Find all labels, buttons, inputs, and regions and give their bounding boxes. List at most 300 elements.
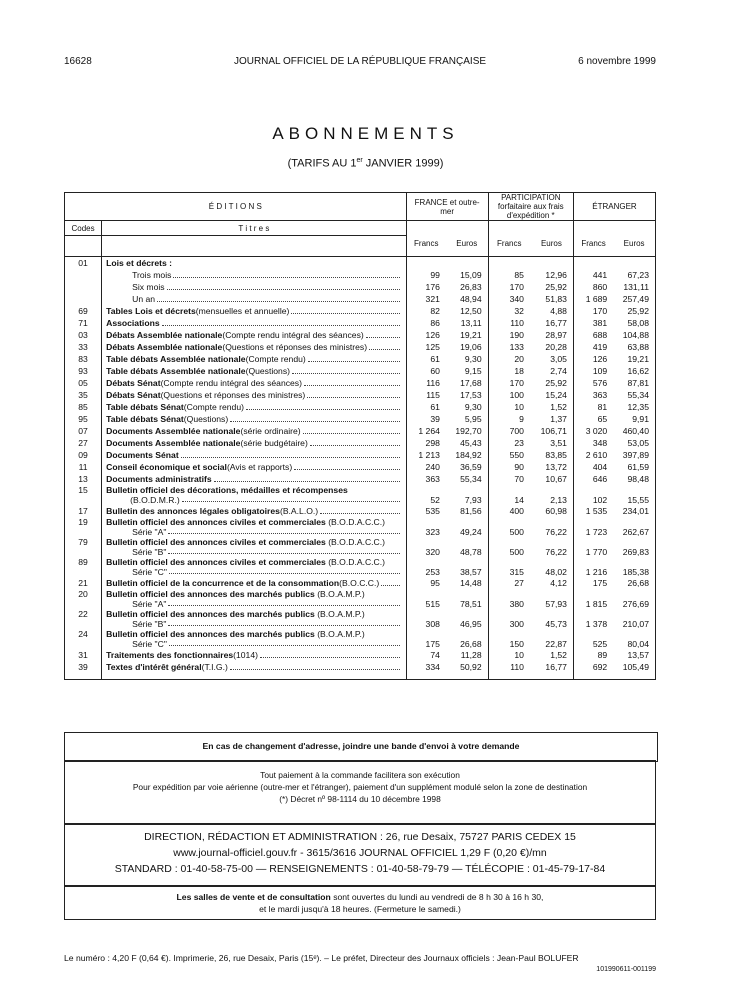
row-title-name: Documents Sénat [106, 449, 179, 460]
france-euros: 184,92 [446, 449, 488, 461]
contact-box [64, 824, 656, 886]
sales-hours-line1: sont ouvertes du lundi au vendredi de 8 h 30 à 16 h 30, [330, 892, 544, 902]
row-title-detail: (Questions et réponses des ministres) [222, 341, 368, 352]
etr-francs: 1 815 [585, 598, 608, 609]
row-title-detail: (B.O.A.M.P.) [314, 628, 365, 639]
france-francs [406, 256, 446, 269]
france-francs: 363 [425, 473, 440, 484]
row-title [102, 537, 407, 557]
row-title-name: Table débats Sénat [106, 413, 184, 424]
table-row [65, 353, 656, 365]
etr-francs: 65 [597, 413, 608, 424]
row-title-name: Traitements des fonctionnaires [106, 649, 234, 660]
table-row [65, 609, 656, 629]
contact-web[interactable]: www.journal-officiel.gouv.fr - 3615/3616 JOURNAL OFFICIEL 1,29 F (0,20 €)/mn [173, 847, 547, 859]
etr-euros: 234,01 [622, 505, 649, 516]
etr-euros [613, 256, 655, 269]
table-row [65, 485, 656, 505]
sales-hours [64, 886, 656, 920]
row-code: 31 [65, 649, 102, 661]
france-francs: 125 [425, 341, 440, 352]
france-francs: 175 [425, 638, 440, 649]
row-title-detail: (B.O.A.M.P.) [314, 588, 365, 599]
row-title [102, 589, 407, 609]
row-title-name: Bulletin officiel des annonces civiles et commerciales [106, 556, 326, 567]
france-euros: 17,68 [446, 377, 488, 389]
row-title-name: Débats Assemblée nationale [106, 329, 223, 340]
row-title-detail: (B.O.C.C.) [339, 577, 380, 588]
row-title [102, 437, 407, 449]
etr-euros: 58,08 [627, 317, 649, 328]
etr-francs: 1 689 [585, 293, 608, 304]
row-title-name: Documents Assemblée nationale [106, 425, 241, 436]
table-row [65, 517, 656, 537]
etr-euros: 67,23 [627, 269, 649, 280]
france-euros: 13,11 [446, 317, 488, 329]
footer-code: 101990611-001199 [596, 966, 656, 973]
france-euros: 46,95 [446, 609, 488, 629]
table-row [65, 401, 656, 413]
table-row [65, 437, 656, 449]
part-euros: 1,37 [530, 413, 574, 425]
part-euros: 4,88 [530, 305, 574, 317]
part-francs: 150 [509, 638, 524, 649]
row-code: 21 [65, 577, 102, 589]
part-francs: 70 [514, 473, 524, 484]
etr-francs: 1 216 [585, 566, 608, 577]
row-title-name: Table débats Assemblée nationale [106, 365, 246, 376]
table-row [65, 629, 656, 649]
part-euros: 1,52 [530, 401, 574, 413]
header-row-1 [65, 193, 656, 221]
row-title-name: Documents administratifs [106, 473, 212, 484]
etr-euros: 257,49 [622, 293, 649, 304]
row-title-name: Bulletin officiel des annonces des marchés publics [106, 588, 315, 599]
france-francs: 320 [425, 546, 440, 557]
table-row [65, 281, 656, 293]
part-euros: 25,92 [530, 281, 574, 293]
euros-header: Euros [623, 238, 645, 248]
france-francs: 82 [430, 305, 440, 316]
etr-euros: 87,81 [627, 377, 649, 388]
part-euros: 25,92 [530, 377, 574, 389]
etr-euros: 61,59 [627, 461, 649, 472]
france-euros: 19,06 [446, 341, 488, 353]
part-euros: 16,77 [530, 317, 574, 329]
part-francs: 500 [509, 526, 524, 537]
editions-header: É D I T I O N S [65, 193, 407, 221]
row-code: 79 [65, 537, 102, 557]
france-euros: 5,95 [446, 413, 488, 425]
etr-euros: 13,57 [627, 649, 649, 660]
france-euros: 11,28 [446, 649, 488, 661]
france-euros: 50,92 [446, 661, 488, 673]
etr-euros: 9,91 [632, 413, 649, 424]
row-title [102, 485, 407, 505]
part-francs: 170 [509, 377, 524, 388]
part-euros: 1,52 [530, 649, 574, 661]
france-euros: 12,50 [446, 305, 488, 317]
part-francs: 190 [509, 329, 524, 340]
etr-euros: 15,55 [627, 494, 649, 505]
row-code: 93 [65, 365, 102, 377]
table-row [65, 425, 656, 437]
row-code: 24 [65, 629, 102, 649]
france-francs: 176 [425, 281, 440, 292]
etr-francs: 1 535 [585, 505, 608, 516]
france-francs: 298 [425, 437, 440, 448]
part-euros: 4,12 [530, 577, 574, 589]
etr-euros: 80,04 [627, 638, 649, 649]
etr-euros: 98,48 [627, 473, 649, 484]
row-title-detail: (Questions) [245, 365, 290, 376]
row-title-name: Textes d'intérêt général [106, 661, 202, 672]
row-code: 20 [65, 589, 102, 609]
row-title-name: Documents Assemblée nationale [106, 437, 241, 448]
france-francs: 240 [425, 461, 440, 472]
france-francs: 126 [425, 329, 440, 340]
etr-francs: 688 [592, 329, 608, 340]
france-francs: 86 [430, 317, 440, 328]
row-code: 15 [65, 485, 102, 505]
part-euros: 60,98 [530, 505, 574, 517]
table-row [65, 461, 656, 473]
row-title-detail: (série ordinaire) [240, 425, 301, 436]
part-euros: 2,74 [530, 365, 574, 377]
row-title [102, 425, 407, 437]
payment-notes [64, 760, 656, 824]
row-serie: Série "C" [132, 566, 167, 577]
etr-francs: 2 610 [585, 449, 608, 460]
france-francs: 323 [425, 526, 440, 537]
table-row [65, 413, 656, 425]
etr-euros: 185,38 [622, 566, 649, 577]
france-francs: 115 [426, 389, 440, 400]
table-row [65, 505, 656, 517]
row-title [102, 473, 407, 485]
row-title-detail: (Avis et rapports) [226, 461, 293, 472]
etr-francs: 860 [592, 281, 608, 292]
france-euros: 9,15 [446, 365, 488, 377]
row-code: 85 [65, 401, 102, 413]
row-code: 69 [65, 305, 102, 317]
francs-header: Francs [581, 238, 606, 248]
row-code: 89 [65, 557, 102, 577]
row-title-name: Un an [132, 293, 156, 304]
part-francs: 90 [514, 461, 524, 472]
footer-imprint: Le numéro : 4,20 F (0,64 €). Imprimerie, 26, rue Desaix, Paris (15ᵉ). – Le préfet, Directeur des Journaux officiels : Jean-Paul BOLUFER [64, 953, 579, 963]
part-euros: 12,96 [530, 269, 574, 281]
row-title-name: Six mois [132, 281, 165, 292]
row-title-detail: (Compte rendu intégral des séances) [160, 377, 302, 388]
france-header: FRANCE et outre-mer [406, 193, 488, 221]
france-euros [446, 256, 488, 269]
part-francs: 550 [509, 449, 524, 460]
row-title-name: Débats Assemblée nationale [106, 341, 223, 352]
row-title-detail: (B.O.D.A.C.C.) [325, 516, 386, 527]
row-code: 71 [65, 317, 102, 329]
part-euros: 3,05 [530, 353, 574, 365]
part-euros: 76,22 [530, 537, 574, 557]
france-francs: 39 [430, 413, 440, 424]
france-francs: 61 [430, 401, 440, 412]
row-title-name: Débats Sénat [106, 389, 161, 400]
row-code: 19 [65, 517, 102, 537]
france-francs: 74 [430, 649, 440, 660]
table-row [65, 537, 656, 557]
france-euros: 48,94 [446, 293, 488, 305]
france-euros: 36,59 [446, 461, 488, 473]
table-row [65, 557, 656, 577]
codes-header: Codes [65, 221, 102, 236]
row-title [102, 365, 407, 377]
row-code: 33 [65, 341, 102, 353]
part-euros: 106,71 [530, 425, 574, 437]
table-row [65, 341, 656, 353]
part-francs: 700 [509, 425, 524, 436]
france-euros: 55,34 [446, 473, 488, 485]
etr-francs: 1 723 [585, 526, 608, 537]
part-francs: 340 [509, 293, 524, 304]
etr-francs: 102 [592, 494, 608, 505]
row-title-detail: (B.O.D.A.C.C.) [325, 556, 386, 567]
part-francs: 170 [509, 281, 524, 292]
france-francs: 1 213 [418, 449, 440, 460]
part-francs: 23 [514, 437, 524, 448]
france-euros: 48,78 [446, 537, 488, 557]
row-serie: Série "B" [132, 546, 167, 557]
etr-euros: 262,67 [622, 526, 649, 537]
row-title-detail: (série budgétaire) [240, 437, 308, 448]
etr-euros: 53,05 [627, 437, 649, 448]
france-francs: 61 [430, 353, 440, 364]
row-serie: Série "A" [132, 598, 167, 609]
part-euros: 57,93 [530, 589, 574, 609]
row-title-detail: (B.A.L.O.) [279, 505, 319, 516]
etranger-header: ÉTRANGER [573, 193, 655, 221]
etr-euros: 105,49 [622, 661, 649, 672]
row-title-detail: (B.O.D.A.C.C.) [325, 536, 386, 547]
francs-header: Francs [497, 238, 522, 248]
part-euros: 3,51 [530, 437, 574, 449]
row-serie: Série "B" [132, 618, 167, 629]
sales-lead: Les salles de vente et de consultation [176, 892, 331, 902]
row-code [65, 269, 102, 281]
table-row [65, 256, 656, 269]
row-code: 11 [65, 461, 102, 473]
etr-euros: 131,11 [623, 281, 649, 292]
france-euros: 26,83 [446, 281, 488, 293]
etr-francs: 441 [592, 269, 608, 280]
row-title-name: Bulletin officiel des annonces civiles et commerciales [106, 536, 326, 547]
part-euros: 15,24 [530, 389, 574, 401]
etr-euros: 16,62 [627, 365, 649, 376]
row-code: 27 [65, 437, 102, 449]
france-francs: 321 [425, 293, 440, 304]
table-row [65, 269, 656, 281]
row-title [102, 256, 407, 269]
row-title-name: Associations [106, 317, 160, 328]
etr-francs: 109 [592, 365, 608, 376]
euros-header: Euros [530, 236, 574, 252]
page-header [64, 56, 656, 72]
row-code [65, 281, 102, 293]
part-francs: 85 [514, 269, 524, 280]
part-francs: 18 [514, 365, 524, 376]
part-francs: 14 [514, 494, 524, 505]
row-title [102, 609, 407, 629]
francs-header: Francs [414, 238, 439, 248]
row-code: 95 [65, 413, 102, 425]
table-row [65, 293, 656, 305]
row-title [102, 269, 407, 281]
part-francs: 380 [509, 598, 524, 609]
row-title-name: Conseil économique et social [106, 461, 227, 472]
france-francs: 253 [425, 566, 440, 577]
row-title [102, 293, 407, 305]
france-euros: 192,70 [446, 425, 488, 437]
table-row [65, 577, 656, 589]
france-francs: 308 [425, 618, 440, 629]
row-title [102, 353, 407, 365]
etr-euros: 26,68 [627, 577, 649, 588]
address-change-notice: En cas de changement d'adresse, joindre une bande d'envoi à votre demande [64, 732, 658, 762]
etr-euros: 460,40 [622, 425, 649, 436]
table-row [65, 305, 656, 317]
etr-francs: 692 [592, 661, 608, 672]
row-title-detail: (Questions et réponses des ministres) [160, 389, 306, 400]
france-francs: 52 [430, 494, 440, 505]
row-code: 09 [65, 449, 102, 461]
etr-francs: 3 020 [585, 425, 608, 436]
row-title-detail: (Questions) [183, 413, 229, 424]
row-title-name: Trois mois [132, 269, 172, 280]
part-euros: 13,72 [530, 461, 574, 473]
etr-euros: 19,21 [627, 353, 649, 364]
etr-francs: 126 [592, 353, 608, 364]
france-francs: 1 264 [418, 425, 440, 436]
row-code: 39 [65, 661, 102, 673]
etr-euros: 55,34 [627, 389, 649, 400]
row-title [102, 281, 407, 293]
page-title: ABONNEMENTS [272, 124, 459, 143]
note-line: Pour expédition par voie aérienne (outre-mer et l'étranger), paiement d'un supplément modulé selon la zone de destination [132, 782, 588, 792]
france-euros: 49,24 [446, 517, 488, 537]
note-line: (*) Décret nº 98-1114 du 10 décembre 1998 [279, 794, 441, 804]
row-title [102, 461, 407, 473]
france-euros: 9,30 [446, 401, 488, 413]
note-line: Tout paiement à la commande facilitera son exécution [260, 770, 460, 780]
part-euros: 45,73 [530, 609, 574, 629]
etr-francs: 81 [597, 401, 608, 412]
part-francs: 315 [509, 566, 524, 577]
issue-date: 6 novembre 1999 [578, 56, 656, 67]
contact-address: DIRECTION, RÉDACTION ET ADMINISTRATION : 26, rue Desaix, 75727 PARIS CEDEX 15 [144, 831, 576, 843]
row-code: 07 [65, 425, 102, 437]
row-title [102, 401, 407, 413]
etr-euros: 12,35 [627, 401, 649, 412]
part-francs: 500 [509, 546, 524, 557]
etr-francs: 348 [592, 437, 608, 448]
row-title [102, 517, 407, 537]
table-row [65, 317, 656, 329]
france-francs: 535 [425, 505, 440, 516]
row-title-detail: (B.O.A.M.P.) [314, 608, 365, 619]
table-row [65, 329, 656, 341]
row-title [102, 317, 407, 329]
etr-francs: 525 [592, 638, 608, 649]
row-title [102, 557, 407, 577]
etr-euros: 25,92 [627, 305, 649, 316]
etr-euros: 104,88 [622, 329, 649, 340]
rates-table [64, 192, 656, 680]
row-code: 13 [65, 473, 102, 485]
row-title-name: Table débats Sénat [106, 401, 184, 412]
table-row [65, 649, 656, 661]
row-title [102, 661, 407, 673]
france-euros: 15,09 [446, 269, 488, 281]
part-euros: 51,83 [530, 293, 574, 305]
france-francs: 116 [426, 377, 440, 388]
part-euros: 2,13 [530, 485, 574, 505]
row-code: 05 [65, 377, 102, 389]
row-title-name: Bulletin officiel des annonces des marchés publics [106, 608, 315, 619]
part-francs: 10 [514, 401, 524, 412]
row-title [102, 577, 407, 589]
row-code: 22 [65, 609, 102, 629]
france-euros: 19,21 [446, 329, 488, 341]
table-row [65, 449, 656, 461]
etr-euros: 276,69 [622, 598, 649, 609]
france-euros: 14,48 [446, 577, 488, 589]
etr-francs: 381 [592, 317, 608, 328]
part-francs: 20 [514, 353, 524, 364]
row-title-name: Débats Sénat [106, 377, 161, 388]
row-title [102, 377, 407, 389]
france-francs: 515 [425, 598, 440, 609]
row-code: 17 [65, 505, 102, 517]
etr-francs: 89 [597, 649, 608, 660]
row-title-detail: (Compte rendu intégral des séances) [222, 329, 364, 340]
row-title [102, 649, 407, 661]
france-euros: 81,56 [446, 505, 488, 517]
row-title-detail: (Compte rendu) [183, 401, 244, 412]
part-euros [530, 256, 574, 269]
row-title [102, 305, 407, 317]
table-row [65, 377, 656, 389]
header-row-3 [65, 236, 656, 252]
france-euros: 7,93 [446, 485, 488, 505]
row-title-name: Bulletin officiel de la concurrence et de la consommation [106, 577, 340, 588]
row-title-name: Bulletin officiel des annonces des marchés publics [106, 628, 315, 639]
etr-francs: 576 [592, 377, 608, 388]
etr-francs: 363 [592, 389, 608, 400]
row-title [102, 389, 407, 401]
participation-header: PARTICIPATION forfaitaire aux frais d'expédition * [488, 193, 573, 221]
france-francs: 334 [425, 661, 440, 672]
sales-hours-line2: et le mardi jusqu'à 18 heures. (Fermeture le samedi.) [259, 904, 461, 914]
row-title [102, 449, 407, 461]
part-euros: 28,97 [530, 329, 574, 341]
part-francs: 10 [514, 649, 524, 660]
france-euros: 78,51 [446, 589, 488, 609]
etr-francs: 170 [592, 305, 608, 316]
etr-francs: 175 [592, 577, 608, 588]
row-title-detail: (1014) [233, 649, 258, 660]
row-serie: Série "A" [132, 526, 167, 537]
row-title [102, 505, 407, 517]
france-euros: 9,30 [446, 353, 488, 365]
